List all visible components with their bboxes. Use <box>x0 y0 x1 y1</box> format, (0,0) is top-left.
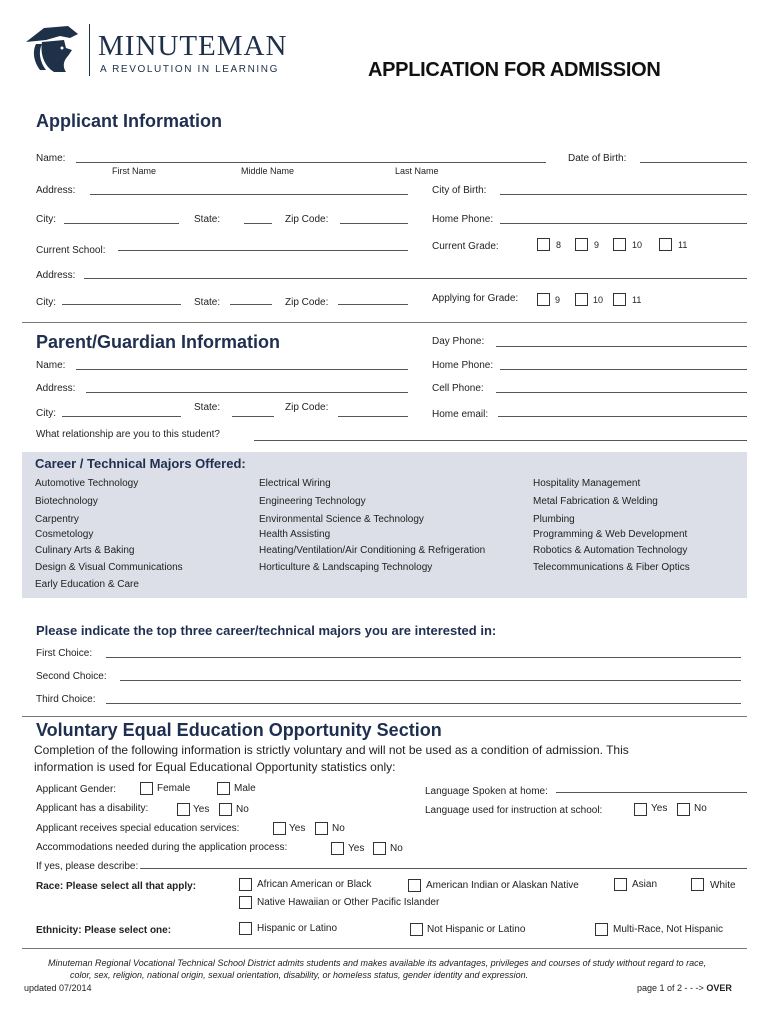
race-white-checkbox[interactable] <box>691 878 704 891</box>
female-label: Female <box>157 783 191 794</box>
disability-no-label: No <box>236 804 249 815</box>
special-ed-label: Applicant receives special education services: <box>36 823 240 834</box>
ethnicity-option-label: Multi-Race, Not Hispanic <box>613 924 724 935</box>
second-choice-input[interactable] <box>120 668 741 681</box>
describe-input[interactable] <box>140 856 747 869</box>
parent-home-phone-label: Home Phone: <box>432 360 494 371</box>
major-col2-item: Health Assisting <box>259 529 331 540</box>
parent-address-input[interactable] <box>86 380 408 393</box>
major-col1-item: Design & Visual Communications <box>35 562 183 573</box>
logo-divider <box>89 24 90 76</box>
cell-phone-label: Cell Phone: <box>432 383 484 394</box>
grade-10-label: 10 <box>632 240 643 250</box>
day-phone-label: Day Phone: <box>432 336 485 347</box>
parent-name-input[interactable] <box>76 357 408 370</box>
address2-input[interactable] <box>84 266 747 279</box>
name-label: Name: <box>36 153 66 164</box>
choices-heading: Please indicate the top three career/technical majors you are interested in: <box>36 623 497 638</box>
nondiscrimination-line1: Minuteman Regional Vocational Technical School District admits students and makes available its advantages, privileges and courses of study without regard to race, <box>48 958 707 968</box>
first-choice-input[interactable] <box>106 645 741 658</box>
home-phone-input[interactable] <box>500 211 747 224</box>
parent-state-input[interactable] <box>232 404 274 417</box>
zip2-label: Zip Code: <box>285 297 329 308</box>
parent-address-label: Address: <box>36 383 76 394</box>
address-input[interactable] <box>90 182 408 195</box>
grade-11-checkbox[interactable] <box>659 238 672 251</box>
ethnicity-not-hispanic-checkbox[interactable] <box>410 923 423 936</box>
accommodations-yes-label: Yes <box>348 843 365 854</box>
parent-city-input[interactable] <box>62 404 181 417</box>
zip-label: Zip Code: <box>285 214 329 225</box>
major-col3-item: Telecommunications & Fiber Optics <box>533 562 690 573</box>
parent-heading: Parent/Guardian Information <box>36 332 281 352</box>
major-col2-item: Engineering Technology <box>259 496 366 507</box>
language-instruction-label: Language used for instruction at school: <box>425 805 603 816</box>
parent-zip-label: Zip Code: <box>285 402 329 413</box>
third-choice-input[interactable] <box>106 691 741 704</box>
accommodations-label: Accommodations needed during the application process: <box>36 842 288 853</box>
disability-no-checkbox[interactable] <box>219 803 232 816</box>
majors-panel <box>22 452 747 598</box>
race-option-label: African American or Black <box>257 879 372 890</box>
female-checkbox[interactable] <box>140 782 153 795</box>
majors-heading: Career / Technical Majors Offered: <box>35 456 246 471</box>
major-col1-item: Automotive Technology <box>35 478 139 489</box>
applicant-name-input[interactable] <box>76 150 546 163</box>
parent-home-phone-input[interactable] <box>500 357 747 370</box>
section-divider <box>22 716 747 717</box>
race-african-american-checkbox[interactable] <box>239 878 252 891</box>
section-divider <box>22 948 747 949</box>
grade-9-checkbox[interactable] <box>575 238 588 251</box>
apply-grade-9-label: 9 <box>555 295 561 305</box>
special-ed-yes-checkbox[interactable] <box>273 822 286 835</box>
grade-8-checkbox[interactable] <box>537 238 550 251</box>
race-american-indian-checkbox[interactable] <box>408 879 421 892</box>
email-label: Home email: <box>432 409 489 420</box>
ethnicity-label: Ethnicity: Please select one: <box>36 925 172 936</box>
major-col1-item: Carpentry <box>35 514 79 525</box>
nondiscrimination-line2: color, sex, religion, national origin, sexual orientation, disability, or homeless status, gender identity and expression. <box>70 970 529 980</box>
major-col1-item: Biotechnology <box>35 496 98 507</box>
major-col3-item: Metal Fabrication & Welding <box>533 496 658 507</box>
veeo-intro-line1: Completion of the following information is strictly voluntary and will not be used as a condition of admission. This <box>34 743 629 757</box>
day-phone-input[interactable] <box>496 334 747 347</box>
logo-name: MINUTEMAN <box>98 30 288 62</box>
second-choice-label: Second Choice: <box>36 671 107 682</box>
special-ed-yes-label: Yes <box>289 823 306 834</box>
middle-name-caption: Middle Name <box>241 166 295 176</box>
major-col3-item: Robotics & Automation Technology <box>533 545 688 556</box>
describe-label: If yes, please describe: <box>36 861 139 872</box>
grade-8-label: 8 <box>556 240 562 250</box>
last-name-caption: Last Name <box>395 166 439 176</box>
race-native-hawaiian-checkbox[interactable] <box>239 896 252 909</box>
male-label: Male <box>234 783 256 794</box>
address2-label: Address: <box>36 270 76 281</box>
major-col2-item: Electrical Wiring <box>259 478 331 489</box>
disability-label: Applicant has a disability: <box>36 803 149 814</box>
race-option-label: White <box>710 880 736 891</box>
disability-yes-checkbox[interactable] <box>177 803 190 816</box>
parent-zip-input[interactable] <box>338 404 408 417</box>
special-ed-no-label: No <box>332 823 345 834</box>
veeo-heading: Voluntary Equal Education Opportunity Section <box>36 720 442 740</box>
ethnicity-option-label: Not Hispanic or Latino <box>427 924 526 935</box>
instruction-yes-label: Yes <box>651 803 668 814</box>
major-col3-item: Hospitality Management <box>533 478 641 489</box>
applicant-heading: Applicant Information <box>36 111 222 131</box>
male-checkbox[interactable] <box>217 782 230 795</box>
accommodations-no-checkbox[interactable] <box>373 842 386 855</box>
dob-label: Date of Birth: <box>568 153 627 164</box>
city2-input[interactable] <box>62 292 181 305</box>
apply-grade-11-checkbox[interactable] <box>613 293 626 306</box>
apply-grade-10-label: 10 <box>593 295 604 305</box>
parent-state-label: State: <box>194 402 221 413</box>
apply-grade-11-label: 11 <box>632 295 642 305</box>
instruction-no-checkbox[interactable] <box>677 803 690 816</box>
state-label: State: <box>194 214 221 225</box>
race-option-label: American Indian or Alaskan Native <box>426 880 579 891</box>
grade-9-label: 9 <box>594 240 600 250</box>
dob-input[interactable] <box>640 150 747 163</box>
logo-tagline: A REVOLUTION IN LEARNING <box>100 64 279 75</box>
major-col1-item: Early Education & Care <box>35 579 139 590</box>
special-ed-no-checkbox[interactable] <box>315 822 328 835</box>
gender-label: Applicant Gender: <box>36 784 117 795</box>
updated-date: updated 07/2014 <box>24 983 92 993</box>
accommodations-no-label: No <box>390 843 403 854</box>
race-asian-checkbox[interactable] <box>614 878 627 891</box>
race-option-label: Asian <box>632 879 658 890</box>
zip2-input[interactable] <box>338 292 408 305</box>
minuteman-logo <box>22 22 302 78</box>
accommodations-yes-checkbox[interactable] <box>331 842 344 855</box>
city-input[interactable] <box>64 211 179 224</box>
ethnicity-hispanic-checkbox[interactable] <box>239 922 252 935</box>
first-name-caption: First Name <box>112 166 157 176</box>
major-col3-item: Programming & Web Development <box>533 529 688 540</box>
current-grade-label: Current Grade: <box>432 241 499 252</box>
apply-grade-9-checkbox[interactable] <box>537 293 550 306</box>
instruction-yes-checkbox[interactable] <box>634 803 647 816</box>
page-indicator: page 1 of 2 - - -> <box>637 983 704 993</box>
current-school-input[interactable] <box>118 238 408 251</box>
over-indicator: OVER <box>706 983 732 993</box>
instruction-no-label: No <box>694 803 707 814</box>
state-input[interactable] <box>244 211 272 224</box>
major-col2-item: Heating/Ventilation/Air Conditioning & Refrigeration <box>259 545 486 556</box>
language-home-label: Language Spoken at home: <box>425 786 548 797</box>
email-input[interactable] <box>498 404 747 417</box>
zip-input[interactable] <box>340 211 408 224</box>
page-number <box>637 983 732 993</box>
language-home-input[interactable] <box>556 780 747 793</box>
parent-name-label: Name: <box>36 360 66 371</box>
race-option-label: Native Hawaiian or Other Pacific Islander <box>257 897 440 908</box>
city2-label: City: <box>36 297 56 308</box>
major-col2-item: Horticulture & Landscaping Technology <box>259 562 433 573</box>
apply-grade-10-checkbox[interactable] <box>575 293 588 306</box>
section-divider <box>22 322 747 323</box>
grade-11-label: 11 <box>678 240 688 250</box>
ethnicity-option-label: Hispanic or Latino <box>257 923 338 934</box>
third-choice-label: Third Choice: <box>36 694 96 705</box>
cell-phone-input[interactable] <box>496 380 747 393</box>
state2-input[interactable] <box>230 292 272 305</box>
city-of-birth-input[interactable] <box>500 182 747 195</box>
race-label: Race: Please select all that apply: <box>36 881 197 892</box>
current-school-label: Current School: <box>36 245 106 256</box>
major-col3-item: Plumbing <box>533 514 575 525</box>
major-col1-item: Cosmetology <box>35 529 94 540</box>
minuteman-head-icon <box>22 22 82 76</box>
home-phone-label: Home Phone: <box>432 214 494 225</box>
veeo-intro-line2: information is used for Equal Educational Opportunity statistics only: <box>34 760 396 774</box>
city-of-birth-label: City of Birth: <box>432 185 487 196</box>
relationship-label: What relationship are you to this student? <box>36 429 220 440</box>
first-choice-label: First Choice: <box>36 648 93 659</box>
state2-label: State: <box>194 297 221 308</box>
grade-10-checkbox[interactable] <box>613 238 626 251</box>
ethnicity-multi-race-checkbox[interactable] <box>595 923 608 936</box>
disability-yes-label: Yes <box>193 804 210 815</box>
parent-city-label: City: <box>36 408 56 419</box>
applying-for-label: Applying for Grade: <box>432 293 519 304</box>
relationship-input[interactable] <box>254 428 747 441</box>
city-label: City: <box>36 214 56 225</box>
document-title: APPLICATION FOR ADMISSION <box>368 59 661 81</box>
major-col2-item: Environmental Science & Technology <box>259 514 424 525</box>
address-label: Address: <box>36 185 76 196</box>
major-col1-item: Culinary Arts & Baking <box>35 545 135 556</box>
